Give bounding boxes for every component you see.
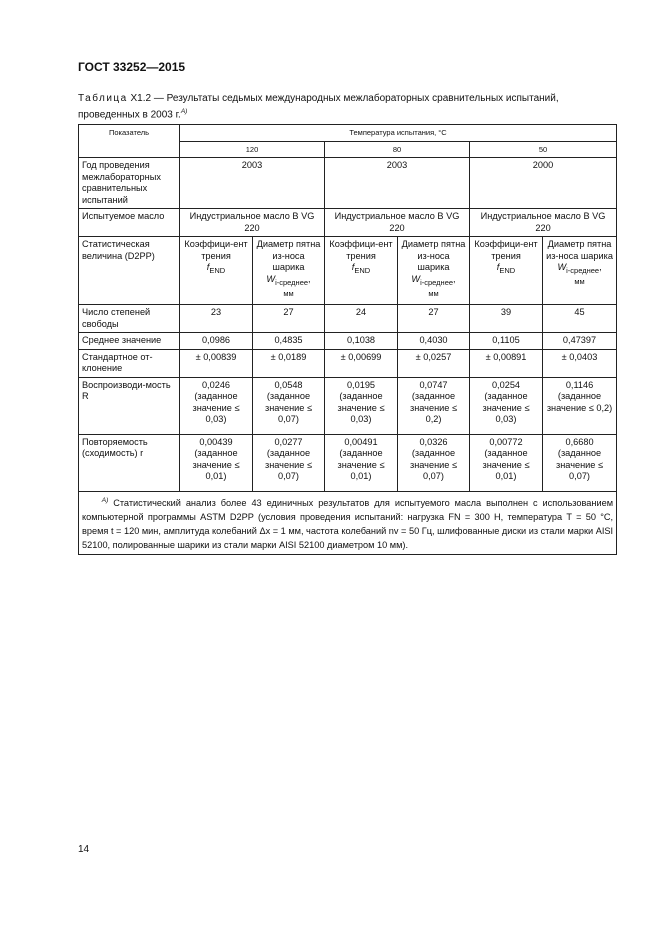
results-table [78, 124, 617, 555]
oil-label: Испытуемое масло [79, 209, 180, 237]
value-cell: 0,47397 [543, 333, 617, 350]
diam-subscript: i-среднее [420, 277, 454, 287]
coef-symbol: f [351, 262, 355, 272]
diam-header: Диаметр пятна из-носа шарика $W_{i-среднее}$, мм [543, 237, 617, 305]
diam-subscript: i-среднее [566, 265, 600, 275]
value-cell: 39 [470, 305, 543, 333]
value-cell: 0,0986 [180, 333, 253, 350]
coef-label: Коэффици-ент трения [474, 239, 538, 261]
table-footnote [79, 491, 617, 554]
row-label-repeatability: Повторяемость (сходимость) r [79, 434, 180, 491]
years-label: Год проведения межлабораторных сравнительных испытаний [79, 158, 180, 209]
diam-header: Диаметр пятна из-носа шарика $W_{i-среднее}$, мм [398, 237, 470, 305]
temp-120: 120 [180, 141, 325, 158]
value-cell: 0,0277 (заданное значение ≤ 0,07) [253, 434, 325, 491]
value-cell: ± 0,0189 [253, 349, 325, 377]
temp-80: 80 [325, 141, 470, 158]
value-cell: 0,0254 (заданное значение ≤ 0,03) [470, 377, 543, 434]
value-cell: 0,1146 (заданное значение ≤ 0,2) [543, 377, 617, 434]
value-cell: 0,0747 (заданное значение ≤ 0,2) [398, 377, 470, 434]
oil-cell: Индустриальное масло В VG 220 [180, 209, 325, 237]
footnote-text: Статистический анализ более 43 единичных результатов для испытуемого масла выполнен с использованием компьютерной программы ASTM D2PP (условия проведения испытаний: нагрузка FN = 300 Н, температура T = 50 °С, время t = 120 мин, амплитуда колебаний Δx = 1 мм, частота колебаний nv = 50 Гц, шлифованные диски из стали марки AISI 52100, полированные шарики из стали марки AISI 52100 диаметром 10 мм). [82, 497, 614, 550]
value-cell: 0,4835 [253, 333, 325, 350]
coef-label: Коэффици-ент трения [329, 239, 393, 261]
temp-header: Температура испытания, °С [180, 125, 617, 142]
footnote-mark: А) [101, 496, 109, 504]
value-cell: 0,6680 (заданное значение ≤ 0,07) [543, 434, 617, 491]
page-number: 14 [78, 844, 90, 855]
row-label-stddev: Стандартное от-клонение [79, 349, 180, 377]
diam-label: Диаметр пятна из-носа шарика [256, 239, 321, 272]
value-cell: ± 0,00891 [470, 349, 543, 377]
year-cell: 2003 [325, 158, 470, 209]
diam-unit: мм [283, 288, 294, 298]
value-cell: 0,0548 (заданное значение ≤ 0,07) [253, 377, 325, 434]
value-cell: 0,1038 [325, 333, 398, 350]
value-cell: 27 [398, 305, 470, 333]
param-header: Показатель [79, 125, 180, 158]
year-cell: 2000 [470, 158, 617, 209]
caption-text: Х1.2 — Результаты седьмых международных межлабораторных сравнительных испытаний, проведенных в 2003 г. [78, 93, 559, 121]
document-header: ГОСТ 33252—2015 [78, 60, 186, 74]
row-label-dof: Число степеней свободы [79, 305, 180, 333]
value-cell: ± 0,0257 [398, 349, 470, 377]
diam-symbol: W [557, 262, 567, 272]
coef-header [180, 237, 253, 305]
coef-header [470, 237, 543, 305]
value-cell: 45 [543, 305, 617, 333]
value-cell: ± 0,0403 [543, 349, 617, 377]
coef-header [325, 237, 398, 305]
oil-cell: Индустриальное масло В VG 220 [325, 209, 470, 237]
caption-note-mark: А) [180, 108, 188, 115]
coef-subscript: END [354, 265, 371, 275]
diam-subscript: i-среднее [275, 277, 309, 287]
diam-label: Диаметр пятна из-носа шарика [546, 239, 613, 261]
value-cell: 23 [180, 305, 253, 333]
row-label-reproducibility: Воспроизводи-мость R [79, 377, 180, 434]
year-cell: 2003 [180, 158, 325, 209]
coef-symbol: f [206, 262, 210, 272]
coef-subscript: END [499, 265, 516, 275]
coef-label: Коэффици-ент трения [184, 239, 248, 261]
value-cell: 27 [253, 305, 325, 333]
caption-label: Таблица [78, 93, 128, 104]
value-cell: 0,1105 [470, 333, 543, 350]
temp-50: 50 [470, 141, 617, 158]
value-cell: 0,00491 (заданное значение ≤ 0,01) [325, 434, 398, 491]
value-cell: 0,00772 (заданное значение ≤ 0,01) [470, 434, 543, 491]
value-cell: ± 0,00839 [180, 349, 253, 377]
diam-label: Диаметр пятна из-носа шарика [401, 239, 466, 272]
coef-symbol: f [496, 262, 500, 272]
value-cell: 24 [325, 305, 398, 333]
row-label-mean: Среднее значение [79, 333, 180, 350]
value-cell: ± 0,00699 [325, 349, 398, 377]
coef-subscript: END [209, 265, 226, 275]
oil-cell: Индустриальное масло В VG 220 [470, 209, 617, 237]
diam-header: Диаметр пятна из-носа шарика $W_{i-среднее}$, мм [253, 237, 325, 305]
table-caption [78, 92, 618, 121]
value-cell: 0,0326 (заданное значение ≤ 0,07) [398, 434, 470, 491]
diam-symbol: W [266, 273, 276, 284]
value-cell: 0,4030 [398, 333, 470, 350]
diam-unit: мм [428, 288, 439, 298]
value-cell: 0,00439 (заданное значение ≤ 0,01) [180, 434, 253, 491]
diam-symbol: W [411, 273, 421, 284]
stat-label: Статистическая величина (D2PP) [79, 237, 180, 305]
value-cell: 0,0246 (заданное значение ≤ 0,03) [180, 377, 253, 434]
value-cell: 0,0195 (заданное значение ≤ 0,03) [325, 377, 398, 434]
diam-unit: мм [574, 277, 585, 287]
